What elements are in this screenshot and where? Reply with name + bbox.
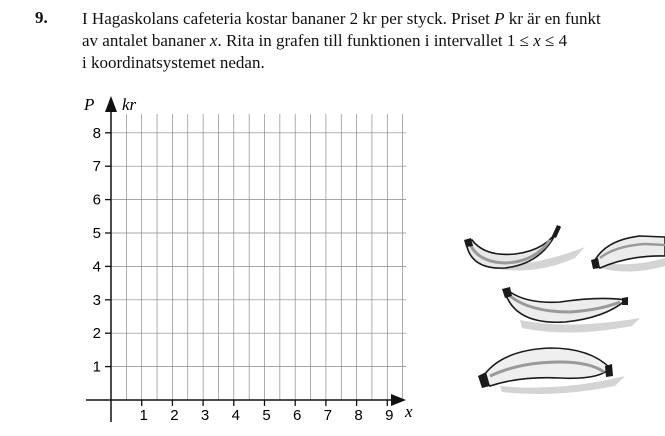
axes: [86, 96, 406, 422]
x-tick-label: 9: [385, 407, 394, 424]
grid: [111, 114, 406, 400]
y-tick-label: 1: [92, 358, 101, 376]
y-axis-arrow: [105, 96, 117, 112]
question-line-1: I Hagaskolans cafeteria kostar bananer 2 kr per styck. Priset P kr är en funkt: [82, 9, 601, 28]
y-tick-label: 6: [92, 191, 101, 209]
question-line-3: i koordinatsystemet nedan.: [82, 53, 265, 72]
x-tick-label: 8: [354, 407, 363, 424]
x-tick-label: 7: [323, 407, 333, 424]
x-tick-label: 3: [200, 407, 210, 424]
x-tick-label: 1: [139, 407, 148, 424]
x-tick-label: 2: [170, 407, 179, 424]
banana-2: [591, 236, 665, 272]
bananas-illustration: [464, 225, 665, 394]
y-axis-variable: P: [84, 95, 95, 114]
x-tick-label: 6: [293, 407, 302, 424]
y-tick-label: 8: [92, 124, 101, 142]
question-line-2: av antalet bananer x. Rita in grafen till funktionen i intervallet 1 ≤ x ≤ 4: [82, 31, 568, 50]
y-tick-label: 3: [92, 291, 101, 309]
banana-4: [478, 348, 625, 394]
x-axis-label: x: [405, 402, 413, 421]
x-axis-arrow: [391, 394, 406, 406]
question-number: 9.: [35, 8, 48, 27]
y-axis-unit: kr: [122, 95, 137, 114]
y-tick-label: 4: [92, 258, 101, 276]
y-tick-label: 7: [92, 158, 101, 176]
x-tick-label: 4: [231, 407, 240, 424]
banana-3: [502, 287, 640, 333]
x-tick-label: 5: [262, 407, 271, 424]
banana-1: [464, 225, 585, 271]
ticks: [93, 125, 394, 424]
y-tick-label: 2: [92, 325, 101, 343]
y-tick-label: 5: [92, 225, 101, 242]
